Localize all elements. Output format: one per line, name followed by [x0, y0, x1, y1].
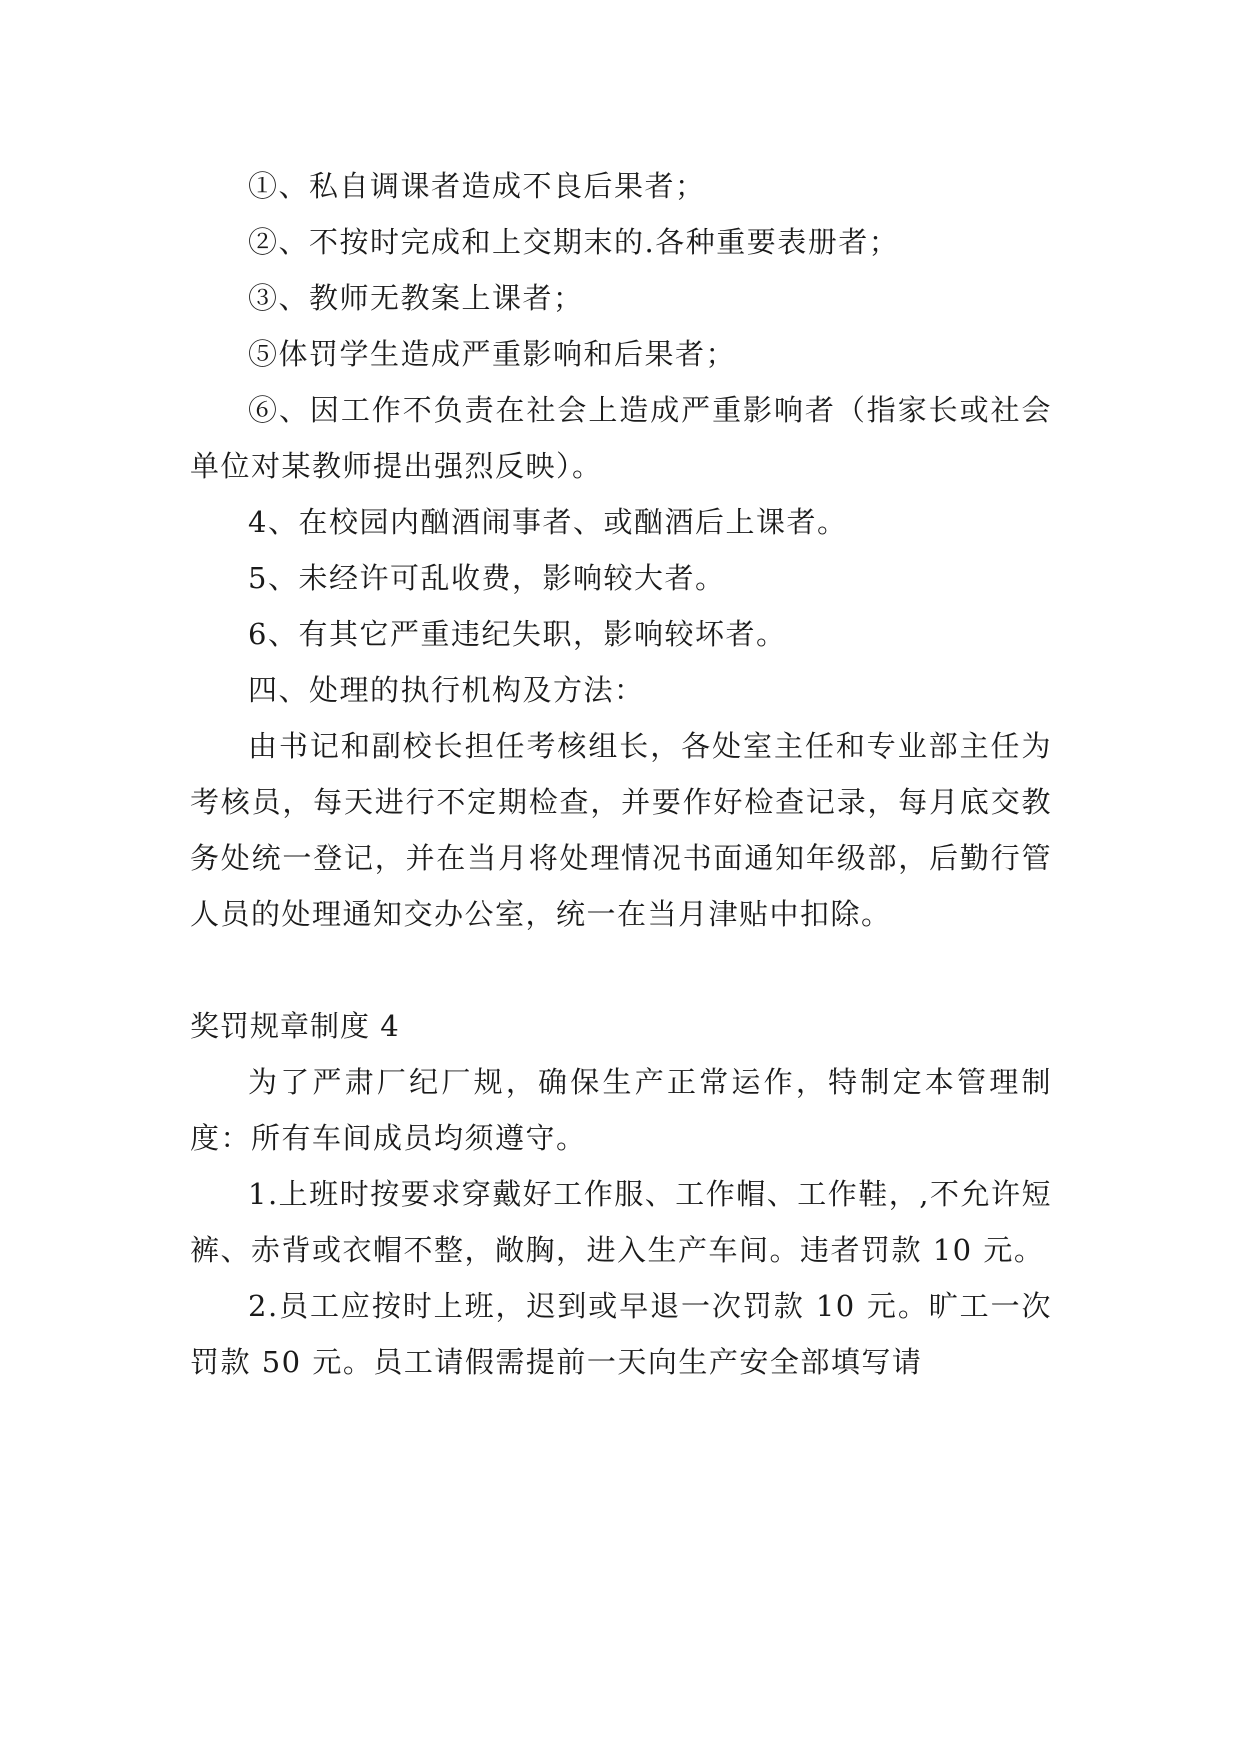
paragraph: ③、教师无教案上课者； — [248, 281, 584, 315]
paragraph: 为了严肃厂纪厂规，确保生产正常运作，特制定本管理制度：所有车间成员均须遵守。 — [190, 1065, 1052, 1155]
section-subheading: 四、处理的执行机构及方法： — [248, 673, 645, 707]
paragraph: 由书记和副校长担任考核组长，各处室主任和专业部主任为考核员，每天进行不定期检查，并要作好检查记录，每月底交教务处统一登记，并在当月将处理情况书面通知年级部，后勤行管人员的处理通知交办公室，统一在当月津贴中扣除。 — [190, 729, 1052, 931]
paragraph: 2.员工应按时上班，迟到或早退一次罚款 10 元。旷工一次罚款 50 元。员工请假需提前一天向生产安全部填写请 — [190, 1289, 1052, 1379]
section-title: 奖罚规章制度 4 — [190, 1009, 400, 1043]
paragraph: ⑤体罚学生造成严重影响和后果者； — [248, 337, 737, 371]
paragraph: 5、未经许可乱收费，影响较大者。 — [248, 561, 726, 595]
document-body — [190, 158, 1052, 1390]
paragraph: 4、在校园内酗酒闹事者、或酗酒后上课者。 — [248, 505, 848, 539]
paragraph: ⑥、因工作不负责在社会上造成严重影响者（指家长或社会单位对某教师提出强烈反映）。 — [190, 393, 1052, 483]
paragraph: ①、私自调课者造成不良后果者； — [248, 169, 706, 203]
paragraph: 1.上班时按要求穿戴好工作服、工作帽、工作鞋，,不允许短裤、赤背或衣帽不整，敞胸，进入生产车间。违者罚款 10 元。 — [190, 1177, 1052, 1267]
spacer — [190, 942, 1052, 998]
paragraph: 6、有其它严重违纪失职，影响较坏者。 — [248, 617, 787, 651]
paragraph: ②、不按时完成和上交期末的.各种重要表册者； — [248, 225, 900, 259]
